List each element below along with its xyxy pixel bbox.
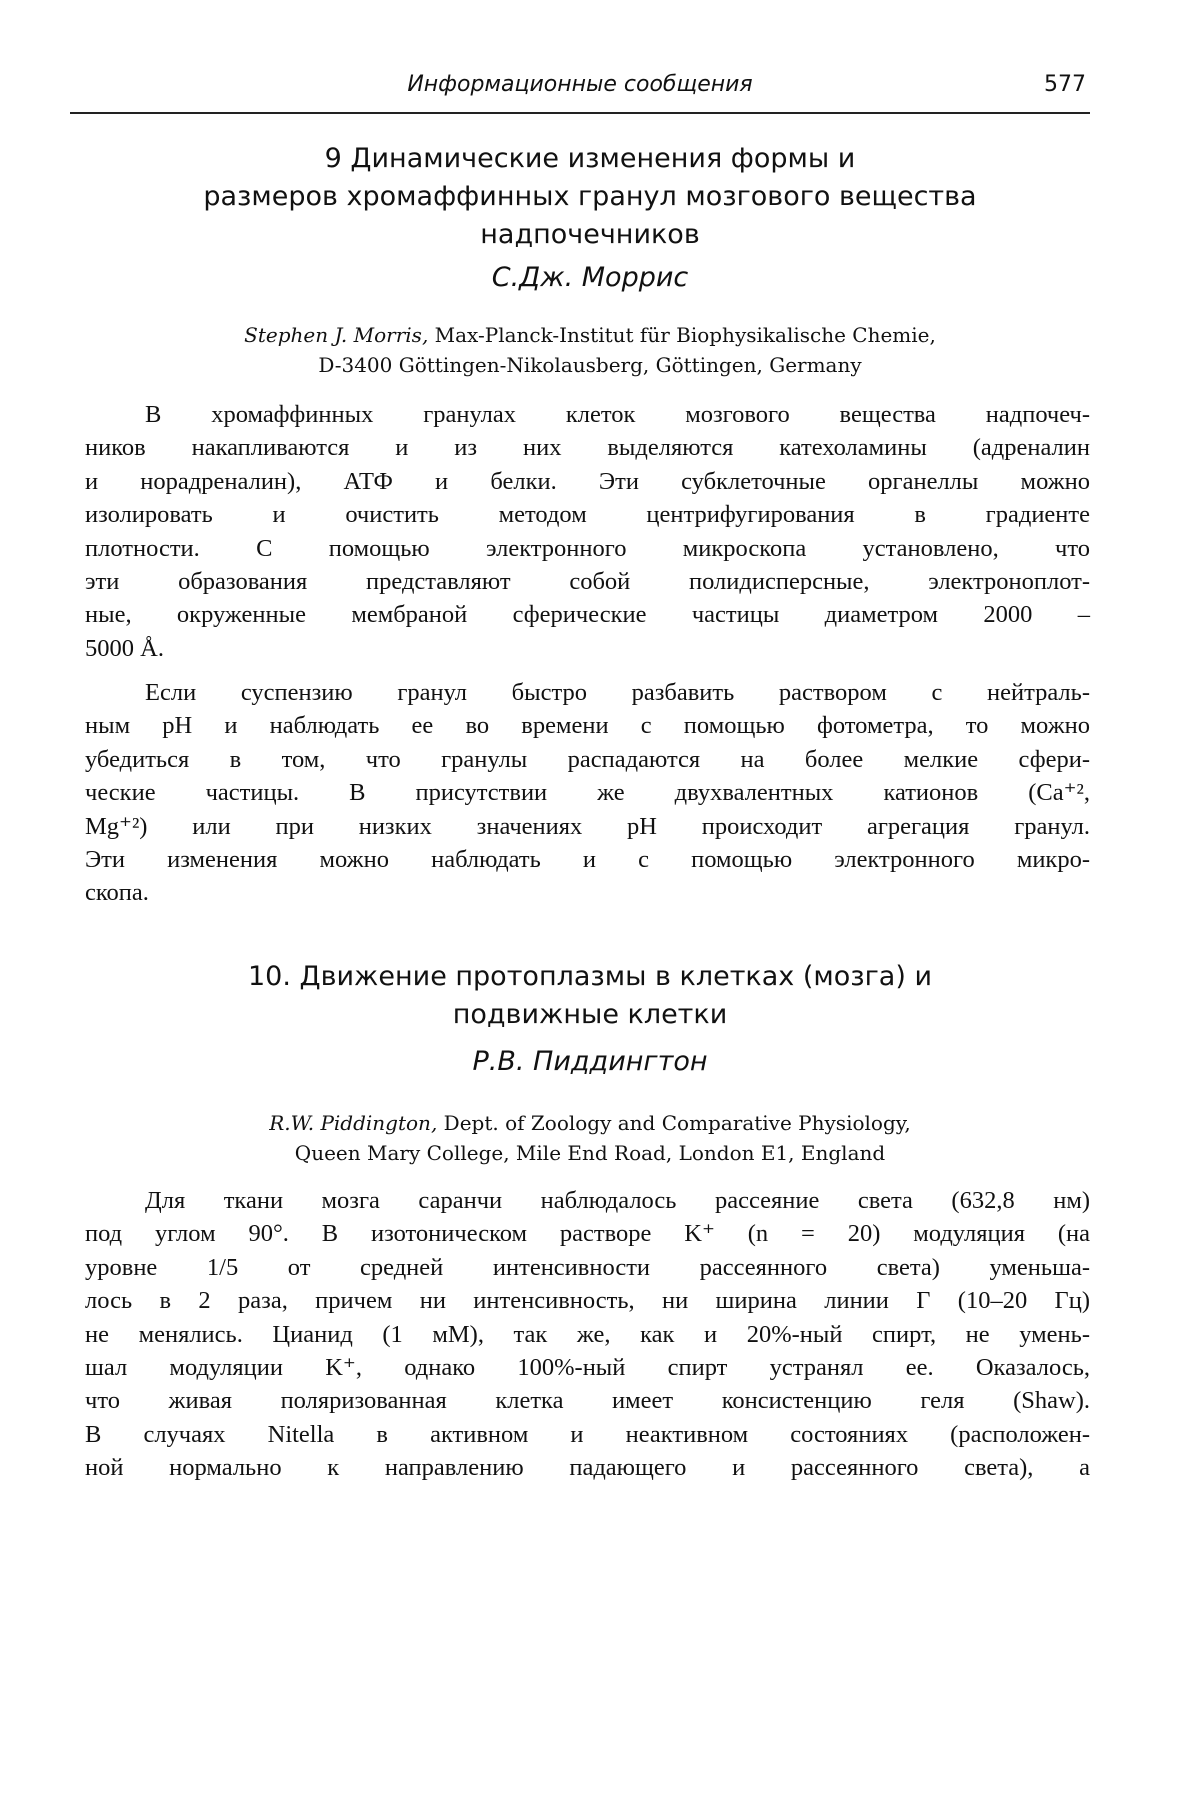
section-10-affiliation: [90, 1108, 1090, 1168]
running-head: Информационные сообщения: [407, 72, 753, 97]
text-line: Эти изменения можно наблюдать и с помощью электронного микро-: [85, 846, 1090, 874]
text-line: лось в 2 раза, причем ни интенсивность, ни ширина линии Г (10–20 Гц): [85, 1287, 1090, 1315]
text-line: не менялись. Цианид (1 мМ), так же, как и 20%-ный спирт, не умень-: [85, 1320, 1090, 1348]
section-10-title-line: 10. Движение протоплазмы в клетках (мозга) и: [247, 961, 933, 992]
page-header: [70, 68, 1090, 114]
section-9-title: [90, 140, 1090, 254]
text-line: плотности. С помощью электронного микроскопа установлено, что: [85, 534, 1090, 562]
text-line: В случаях Nitella в активном и неактивном состояниях (расположен-: [85, 1420, 1090, 1448]
affiliation-line: [90, 320, 1090, 350]
section-9-title-line: размеров хромаффинных гранул мозгового вещества: [203, 181, 977, 212]
text-line: эти образования представляют собой полидисперсные, электроноплот-: [85, 568, 1090, 596]
section-10-paragraph-1: [85, 1184, 1090, 1485]
text-line: убедиться в том, что гранулы распадаются на более мелкие сфери-: [85, 745, 1090, 773]
affiliation-line: Queen Mary College, Mile End Road, London E1, England: [294, 1141, 886, 1165]
section-9-affiliation: [90, 320, 1090, 380]
affiliation-author-name: R.W. Piddington,: [269, 1111, 438, 1135]
text-line: Mg⁺²) или при низких значениях pH происходит агрегация гранул.: [85, 812, 1090, 840]
section-9-paragraph-2: [85, 676, 1090, 910]
section-9-title-line: надпочечников: [480, 219, 700, 250]
section-9-paragraph-1: [85, 398, 1090, 665]
page-number: 577: [1044, 72, 1086, 97]
affiliation-line: D-3400 Göttingen-Nikolausberg, Göttingen, Germany: [318, 353, 862, 377]
text-line: изолировать и очистить методом центрифугирования в градиенте: [85, 501, 1090, 529]
section-9-title-line: 9 Динамические изменения формы и: [324, 143, 856, 174]
text-line: ной нормально к направлению падающего и рассеянного света), а: [85, 1454, 1090, 1482]
text-line: шал модуляции K⁺, однако 100%-ный спирт устранял ее. Оказалось,: [85, 1354, 1090, 1382]
section-9-author: С.Дж. Моррис: [491, 262, 689, 293]
text-line: Если суспензию гранул быстро разбавить раствором с нейтраль-: [145, 679, 1090, 706]
text-line: уровне 1/5 от средней интенсивности рассеянного света) уменьша-: [85, 1253, 1090, 1281]
section-10-author: Р.В. Пиддингтон: [472, 1046, 708, 1077]
affiliation-institution: Max-Planck-Institut für Biophysikalische Chemie,: [428, 323, 936, 347]
text-line: ным pH и наблюдать ее во времени с помощью фотометра, то можно: [85, 712, 1090, 740]
text-line: что живая поляризованная клетка имеет консистенцию геля (Shaw).: [85, 1387, 1090, 1415]
affiliation-author-name: Stephen J. Morris,: [244, 323, 429, 347]
text-line: 5000 Å.: [85, 634, 164, 662]
text-line: под углом 90°. В изотоническом растворе K⁺ (n = 20) модуляция (на: [85, 1220, 1090, 1248]
affiliation-line: [90, 1108, 1090, 1138]
text-line: Для ткани мозга саранчи наблюдалось рассеяние света (632,8 нм): [145, 1187, 1090, 1214]
text-line: скопа.: [85, 879, 149, 907]
text-line: ческие частицы. В присутствии же двухвалентных катионов (Ca⁺²,: [85, 779, 1090, 807]
text-line: ников накапливаются и из них выделяются катехоламины (адреналин: [85, 434, 1090, 462]
text-line: В хромаффинных гранулах клеток мозгового вещества надпочеч-: [145, 401, 1090, 428]
affiliation-institution: Dept. of Zoology and Comparative Physiology,: [437, 1111, 911, 1135]
section-10-title: [90, 958, 1090, 1034]
section-10-title-line: подвижные клетки: [452, 999, 728, 1030]
text-line: и норадреналин), АТФ и белки. Эти субклеточные органеллы можно: [85, 467, 1090, 495]
text-line: ные, окруженные мембраной сферические частицы диаметром 2000 –: [85, 601, 1090, 629]
